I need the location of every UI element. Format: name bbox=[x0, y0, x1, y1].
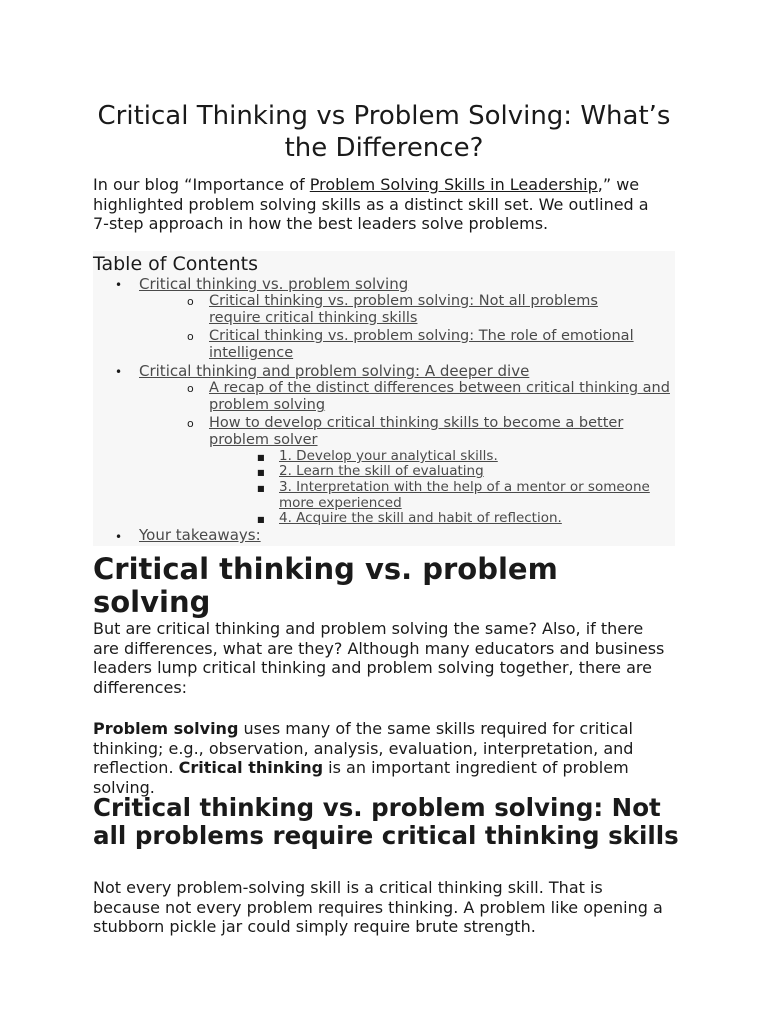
toc-item-11[interactable]: Your takeaways: bbox=[139, 526, 261, 544]
toc-item-7[interactable]: 1. Develop your analytical skills. bbox=[279, 448, 498, 464]
toc-item-3[interactable]: Critical thinking vs. problem solving: The role of emotional intelligence bbox=[209, 328, 634, 361]
intro-paragraph bbox=[93, 175, 653, 234]
page-title: Critical Thinking vs Problem Solving: What’s the Difference? bbox=[97, 101, 671, 163]
toc-item-5[interactable]: A recap of the distinct differences between critical thinking and problem solving bbox=[209, 380, 670, 413]
para2-text-end: is an important ingredient of problem solving. bbox=[93, 758, 629, 797]
circle-bullet-icon: o bbox=[187, 295, 194, 308]
section-heading-not-all-problems: Critical thinking vs. problem solving: Not all problems require critical thinking skills bbox=[93, 793, 679, 850]
circle-bullet-icon: o bbox=[187, 382, 194, 395]
bold-critical-thinking: Critical thinking bbox=[178, 758, 324, 777]
toc-item-2[interactable]: Critical thinking vs. problem solving: Not all problems require critical thinking skills bbox=[209, 293, 598, 326]
toc-item-9[interactable]: 3. Interpretation with the help of a mentor or someone more experienced bbox=[279, 479, 650, 511]
square-bullet-icon: ■ bbox=[257, 468, 265, 477]
section-heading-critical-vs-problem: Critical thinking vs. problem solving bbox=[93, 552, 558, 619]
section2-paragraph: Not every problem-solving skill is a critical thinking skill. That is because not every problem requires thinking. A problem like opening a stubborn pickle jar could simply require brute strength. bbox=[93, 878, 663, 936]
intro-text-after: ,” we highlighted problem solving skills as a distinct skill set. We outlined a 7-step approach in how the best leaders solve problems. bbox=[93, 175, 649, 233]
bullet-icon: • bbox=[115, 278, 123, 292]
table-of-contents bbox=[93, 251, 675, 546]
bullet-icon: • bbox=[115, 365, 123, 379]
para2-text-mid: uses many of the same skills required for critical thinking; e.g., observation, analysis, evaluation, interpretation, and reflection. bbox=[93, 719, 634, 777]
circle-bullet-icon: o bbox=[187, 330, 194, 343]
toc-item-1[interactable]: Critical thinking vs. problem solving bbox=[139, 275, 409, 293]
bullet-icon: • bbox=[115, 530, 123, 544]
toc-item-10[interactable]: 4. Acquire the skill and habit of reflection. bbox=[279, 510, 562, 526]
square-bullet-icon: ■ bbox=[257, 515, 265, 524]
circle-bullet-icon: o bbox=[187, 417, 194, 430]
section1-paragraph-1: But are critical thinking and problem solving the same? Also, if there are differences, what are they? Although many educators and business leaders lump critical thinking and problem solving together, there are differences: bbox=[93, 619, 665, 697]
section1-paragraph-2 bbox=[93, 719, 673, 797]
toc-item-6[interactable]: How to develop critical thinking skills to become a better problem solver bbox=[209, 415, 624, 448]
intro-text-before: In our blog “Importance of bbox=[93, 175, 310, 194]
square-bullet-icon: ■ bbox=[257, 484, 265, 493]
bold-problem-solving: Problem solving bbox=[93, 719, 239, 738]
intro-link[interactable]: Problem Solving Skills in Leadership bbox=[309, 175, 598, 194]
square-bullet-icon: ■ bbox=[257, 453, 265, 462]
toc-item-8[interactable]: 2. Learn the skill of evaluating bbox=[279, 463, 484, 479]
toc-item-4[interactable]: Critical thinking and problem solving: A deeper dive bbox=[139, 362, 530, 380]
toc-heading: Table of Contents bbox=[93, 253, 258, 275]
